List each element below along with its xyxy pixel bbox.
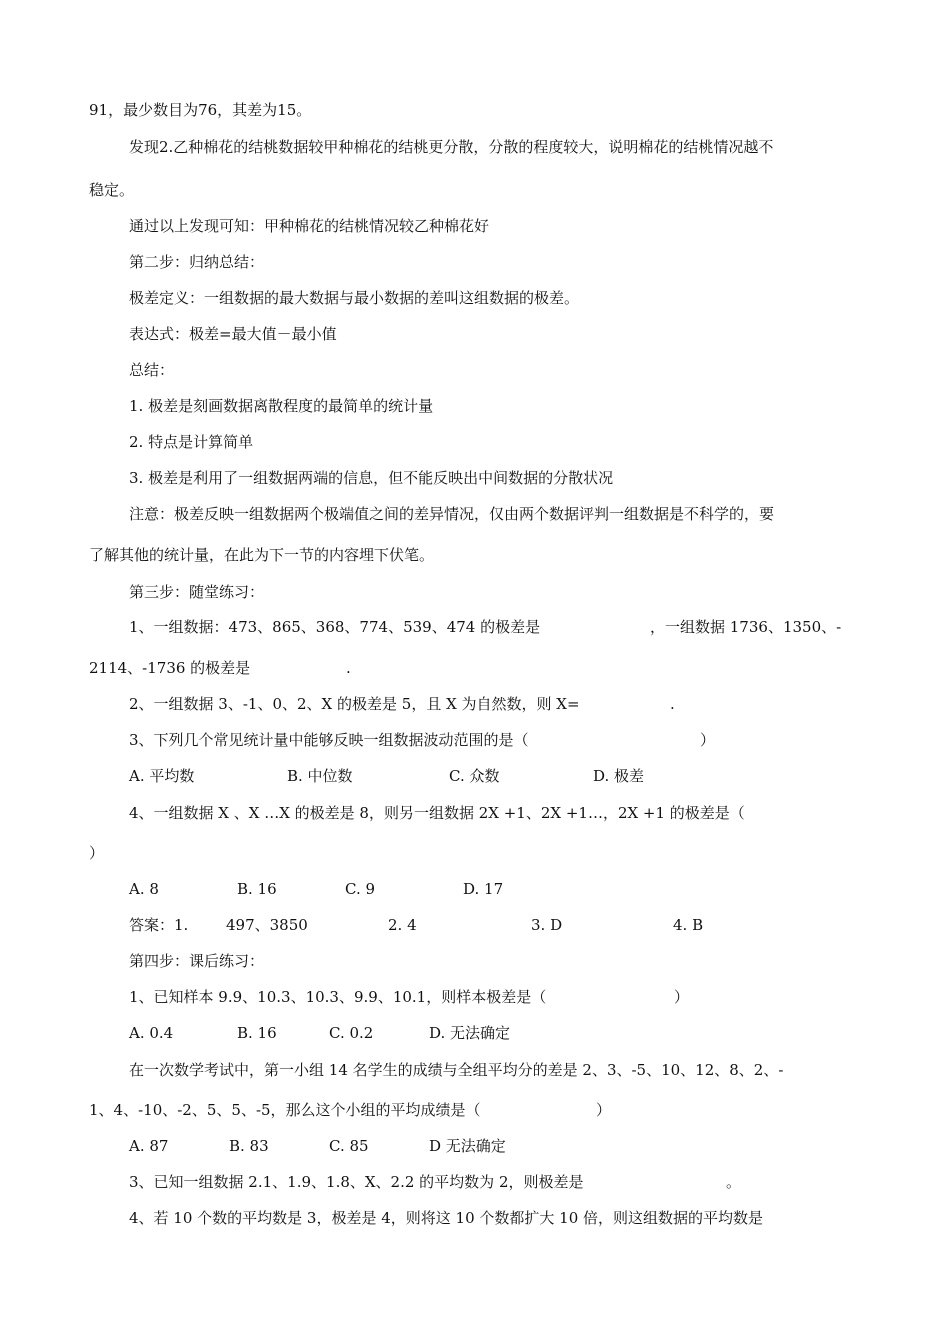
hw2-option-a: A. 87 [129,1137,169,1155]
hw1-option-c: C. 0.2 [329,1024,374,1042]
hw1-option-a: A. 0.4 [129,1024,174,1042]
question-1-line2: 2114、-1736 的极差是 [89,659,251,677]
homework-2-line2: 1、4、-10、-2、5、5、-5，那么这个小组的平均成绩是（ [89,1101,481,1119]
question-1-end: . [346,659,351,677]
text-line: 91，最少数目为76，其差为15。 [89,101,312,119]
q4-option-b: B. 16 [237,880,277,898]
homework-3: 3、已知一组数据 2.1、1.9、1.8、X、2.2 的平均数为 2，则极差是 [129,1173,584,1191]
question-4: 4、一组数据 X 、X …X 的极差是 8，则另一组数据 2X +1、2X +1…，2X +1 的极差是（ [129,804,745,822]
question-4-paren: ） [89,844,105,862]
text-line: 表达式：极差=最大值－最小值 [129,325,337,343]
hw2-option-b: B. 83 [229,1137,269,1155]
homework-4: 4、若 10 个数的平均数是 3，极差是 4，则将这 10 个数都扩大 10 倍，则这组数据的平均数是 [129,1209,764,1227]
homework-1-paren: ） [674,988,690,1006]
q3-option-b: B. 中位数 [287,767,353,785]
text-line: 注意：极差反映一组数据两个极端值之间的差异情况，仅由两个数据评判一组数据是不科学的，要 [129,505,775,523]
text-line: 通过以上发现可知：甲种棉花的结桃情况较乙种棉花好 [129,217,490,235]
question-3: 3、下列几个常见统计量中能够反映一组数据波动范围的是（ [129,731,529,749]
q4-option-d: D. 17 [463,880,504,898]
homework-2: 在一次数学考试中，第一小组 14 名学生的成绩与全组平均分的差是 2、3、-5、10、12、8、2、- [129,1061,784,1079]
q3-option-a: A. 平均数 [129,767,195,785]
list-item: 2. 特点是计算简单 [129,433,254,451]
answer-4: 4. B [673,916,704,934]
q3-option-c: C. 众数 [449,767,500,785]
hw2-option-c: C. 85 [329,1137,369,1155]
answer-2: 2. 4 [388,916,417,934]
text-line: 了解其他的统计量，在此为下一节的内容埋下伏笔。 [89,546,435,564]
hw2-option-d: D 无法确定 [429,1137,506,1155]
section-heading: 第四步：课后练习： [129,952,265,970]
question-3-paren: ） [700,731,716,749]
text-line: 发现2.乙种棉花的结桃数据较甲种棉花的结桃更分散，分散的程度较大，说明棉花的结桃情况越不 [129,138,774,156]
hw1-option-b: B. 16 [237,1024,277,1042]
answers-label: 答案：1. [129,916,189,934]
question-2-end: . [670,695,675,713]
question-1: 1、一组数据：473、865、368、774、539、474 的极差是 [129,618,541,636]
question-1-cont: ，一组数据 1736、1350、- [650,618,842,636]
homework-1: 1、已知样本 9.9、10.3、10.3、9.9、10.1，则样本极差是（ [129,988,547,1006]
list-item: 1. 极差是刻画数据离散程度的最简单的统计量 [129,397,434,415]
answer-1: 497、3850 [226,916,308,934]
q3-option-d: D. 极差 [593,767,645,785]
hw1-option-d: D. 无法确定 [429,1024,511,1042]
text-line: 极差定义：一组数据的最大数据与最小数据的差叫这组数据的极差。 [129,289,580,307]
list-item: 3. 极差是利用了一组数据两端的信息，但不能反映出中间数据的分散状况 [129,469,614,487]
homework-2-paren: ） [596,1101,612,1119]
section-heading: 第二步：归纳总结： [129,253,265,271]
q4-option-a: A. 8 [129,880,159,898]
question-2: 2、一组数据 3、-1、0、2、X 的极差是 5，且 X 为自然数，则 X= [129,695,580,713]
text-line: 总结： [129,361,175,379]
answer-3: 3. D [531,916,563,934]
homework-3-end: 。 [726,1173,742,1191]
q4-option-c: C. 9 [345,880,376,898]
text-line: 稳定。 [89,181,135,199]
section-heading: 第三步：随堂练习： [129,583,265,601]
